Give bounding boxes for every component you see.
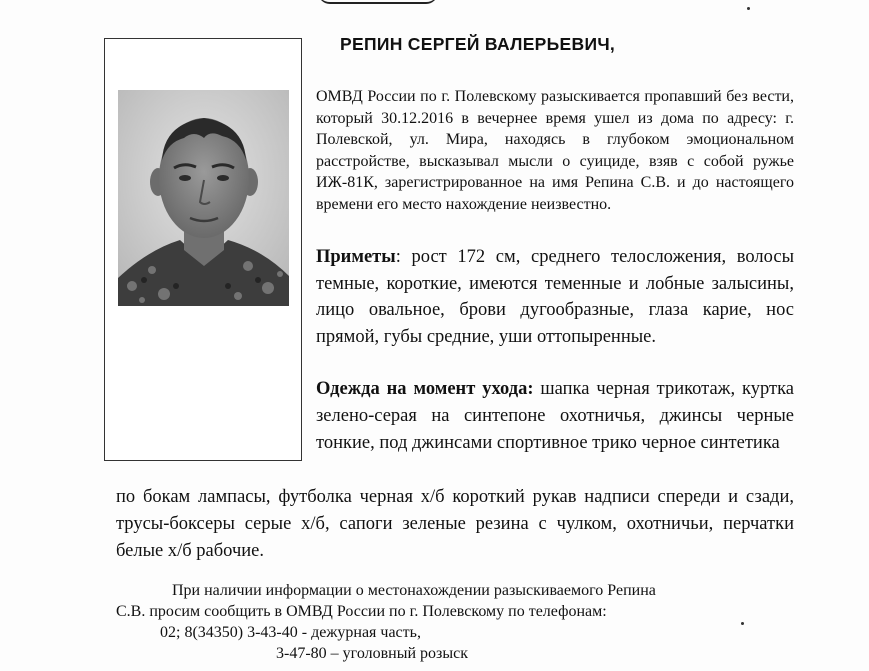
clothes-text-top: шапка черная трикотаж, куртка зелено-серая на синтепоне охотничья, джинсы черные тонкие, под джинсами спортивное трико черное синтетика bbox=[316, 379, 794, 453]
contact-line-3: 02; 8(34350) 3-43-40 - дежурная часть, bbox=[160, 624, 421, 641]
signs-text: : рост 172 см, среднего телосложения, волосы темные, короткие, имеются теменные и лобные залысины, лицо овальное, брови дугообразные, глаза карие, нос прямой, губы средние, уши оттопыренные. bbox=[316, 247, 794, 347]
clothes-paragraph-bottom: по бокам лампасы, футболка черная х/б короткий рукав надписи спереди и сзади, трусы-боксеры серые х/б, сапоги зеленые резина с чулком, охотничьи, перчатки белые х/б рабочие. bbox=[116, 487, 794, 561]
portrait-image bbox=[118, 90, 289, 306]
contact-line-4: 3-47-80 – уголовный розыск bbox=[276, 645, 468, 662]
scan-speck bbox=[741, 622, 744, 625]
contact-line-1: При наличии информации о местонахождении разыскиваемого Репина bbox=[172, 582, 656, 599]
person-name-heading: РЕПИН СЕРГЕЙ ВАЛЕРЬЕВИЧ, bbox=[340, 34, 616, 54]
signs-paragraph bbox=[316, 244, 794, 350]
contact-block bbox=[116, 580, 796, 664]
person-photo bbox=[118, 90, 289, 306]
clothes-label: Одежда на момент ухода: bbox=[316, 379, 534, 399]
intro-paragraph bbox=[316, 86, 794, 216]
signs-label: Приметы bbox=[316, 247, 396, 267]
contact-line-2: С.В. просим сообщить в ОМВД России по г. Полевскому по телефонам: bbox=[116, 603, 607, 620]
top-margin-mark bbox=[318, 0, 438, 4]
clothes-paragraph-top bbox=[316, 376, 794, 457]
scan-speck bbox=[747, 7, 750, 10]
intro-text: ОМВД России по г. Полевскому разыскивается пропавший без вести, который 30.12.2016 в вечернее время ушел из дома по адресу: г. Полевской, ул. Мира, находясь в глубоком эмоциональном расстройстве, высказывал мысли о суициде, взяв с собой ружье ИЖ-81К, зарегистрированное на имя Репина С.В. и до настоящего времени его место нахождение неизвестно. bbox=[316, 88, 794, 213]
